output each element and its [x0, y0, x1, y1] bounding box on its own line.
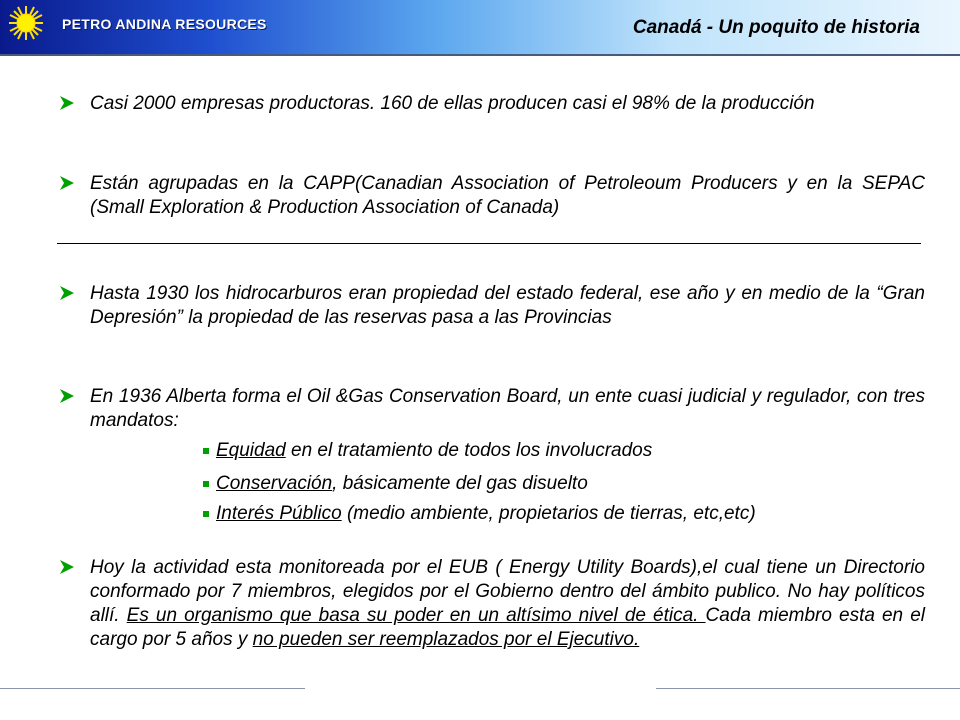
square-bullet-icon — [203, 448, 209, 454]
mandate-item — [216, 439, 652, 463]
company-name: PETRO ANDINA RESOURCES — [62, 16, 267, 32]
mandate-desc: (medio ambiente, propietarios de tierras, etc,etc) — [341, 503, 756, 524]
arrow-bullet-icon — [59, 388, 75, 404]
bullet-text — [90, 556, 925, 652]
square-bullet-icon — [203, 511, 209, 517]
sun-icon — [8, 5, 44, 41]
mandate-desc: , básicamente del gas disuelto — [332, 473, 588, 494]
arrow-bullet-icon — [59, 559, 75, 575]
slide-title: Canadá - Un poquito de historia — [632, 17, 920, 38]
bullet-text-part: Cada miembro esta en el cargo por 5 años y — [90, 605, 925, 650]
arrow-bullet-icon — [59, 285, 75, 301]
arrow-bullet-icon — [59, 95, 75, 111]
square-bullet-icon — [203, 481, 209, 487]
bullet-text-part: Hoy la actividad esta monitoreada por el EUB ( Energy Utility Boards),el cual tiene un Directorio conformado por 7 miembros, elegidos por el Gobierno dentro del ámbito publico. No hay políticos allí. — [90, 557, 925, 626]
footer-line-right — [656, 688, 960, 689]
underlined-text: no pueden ser reemplazados por el Ejecutivo. — [252, 629, 640, 650]
bullet-text: Están agrupadas en la CAPP(Canadian Association of Petroleoum Producers y en la SEPAC (Small Exploration & Production Association of Canada) — [90, 173, 925, 218]
header-bar — [0, 0, 960, 56]
mandate-term: Conservación — [216, 473, 333, 494]
mandate-term: Equidad — [216, 440, 286, 461]
mandate-item — [216, 472, 588, 496]
mandate-term: Interés Público — [216, 503, 342, 524]
footer-line-left — [0, 688, 305, 689]
arrow-bullet-icon — [59, 175, 75, 191]
mandate-item — [216, 502, 756, 526]
mandate-desc: en el tratamiento de todos los involucrados — [285, 440, 653, 461]
underlined-text: Es un organismo que basa su poder en un altísimo nivel de ética. — [126, 605, 706, 626]
section-divider — [57, 243, 921, 244]
bullet-text: En 1936 Alberta forma el Oil &Gas Conservation Board, un ente cuasi judicial y regulador, con tres mandatos: — [90, 386, 925, 431]
bullet-text: Casi 2000 empresas productoras. 160 de ellas producen casi el 98% de la producción — [90, 93, 815, 114]
bullet-text: Hasta 1930 los hidrocarburos eran propiedad del estado federal, ese año y en medio de la “Gran Depresión” la propiedad de las reservas pasa a las Provincias — [90, 283, 925, 328]
